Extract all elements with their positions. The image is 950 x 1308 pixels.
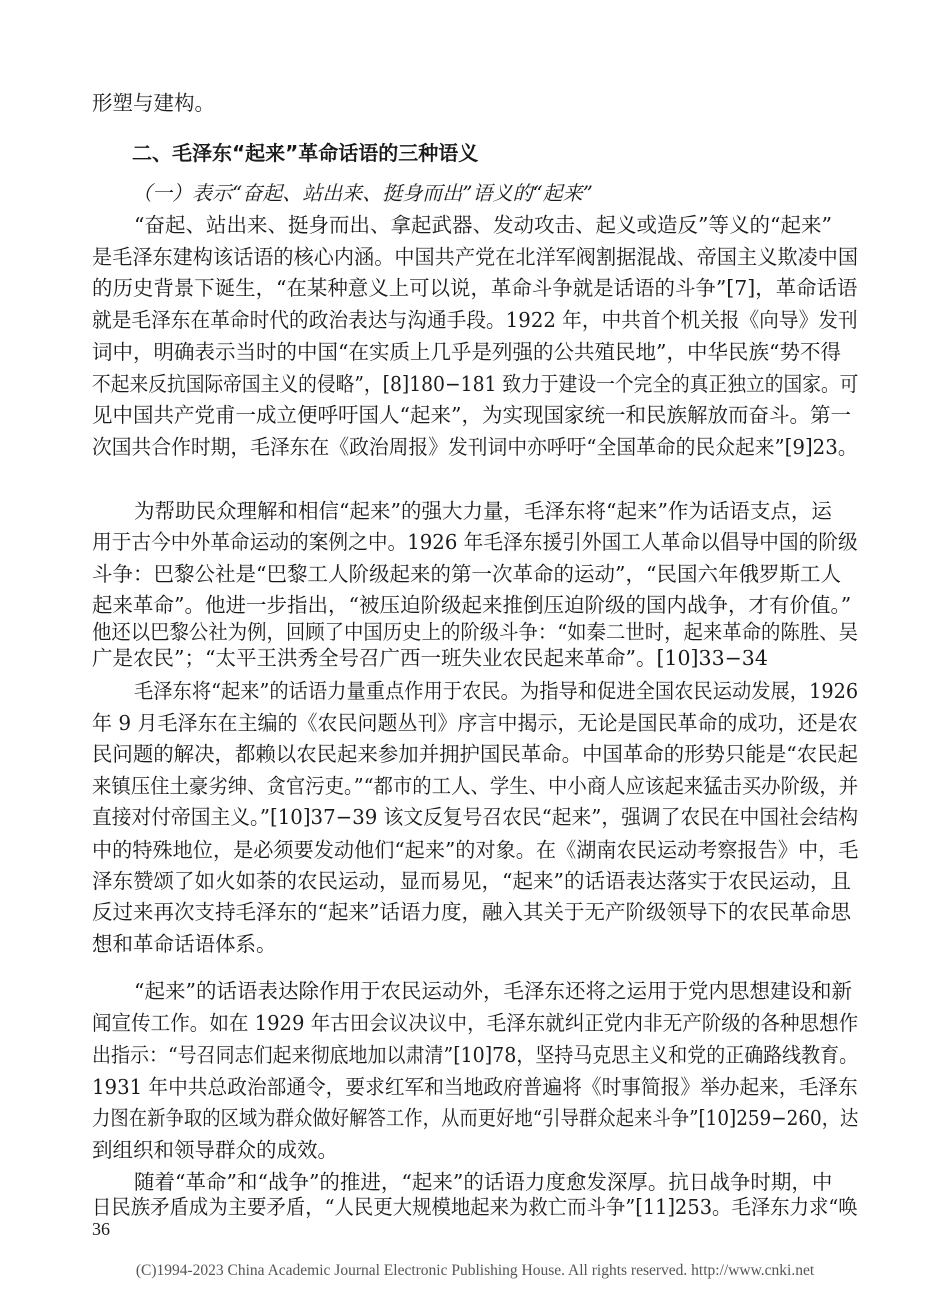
page-number: 36: [92, 1219, 110, 1239]
text-line: 民问题的解决，都赖以农民起来参加并拥护国民革命。中国革命的形势只能是“农民起: [92, 742, 858, 766]
text-line: 形塑与建构。: [92, 91, 215, 115]
text-line: 就是毛泽东在革命时代的政治表达与沟通手段。1922 年，中共首个机关报《向导》发刊: [92, 308, 858, 332]
text-line: 的历史背景下诞生，“在某种意义上可以说，革命斗争就是话语的斗争”[7]，革命话语: [92, 276, 858, 300]
text-line: 直接对付帝国主义。”[10]37−39 该文反复号召农民“起来”，强调了农民在中国社会结构: [92, 805, 859, 829]
text-line: “起来”的话语表达除作用于农民运动外，毛泽东还将之运用于党内思想建设和新: [134, 979, 852, 1003]
text-line: 毛泽东将“起来”的话语力量重点作用于农民。为指导和促进全国农民运动发展，1926: [134, 679, 859, 703]
text-line: 出指示：“号召同志们起来彻底地加以肃清”[10]78，坚持马克思主义和党的正确路线教育。: [92, 1043, 859, 1067]
text-line: 广是农民”；“太平王洪秀全号召广西一班失业农民起来革命”。[10]33−34: [92, 646, 768, 670]
subsection-heading: （一）表示“奋起、站出来、挺身而出”语义的“起来”: [132, 181, 593, 205]
text-line: 想和革命话语体系。: [92, 932, 277, 956]
text-line: 不起来反抗国际帝国主义的侵略”，[8]180−181 致力于建设一个完全的真正独立的国家。可: [92, 372, 859, 396]
text-line: “奋起、站出来、挺身而出、拿起武器、发动攻击、起义或造反”等义的“起来”: [134, 213, 832, 237]
text-line: 见中国共产党甫一成立便呼吁国人“起来”，为实现国家统一和民族解放而奋斗。第一: [92, 403, 851, 427]
text-line: 泽东赞颂了如火如荼的农民运动，显而易见，“起来”的话语表达落实于农民运动，且: [92, 869, 851, 893]
text-line: 力图在新争取的区域为群众做好解答工作，从而更好地“引导群众起来斗争”[10]259−260，达: [92, 1106, 859, 1130]
text-line: 来镇压住土豪劣绅、贪官污吏。”“都市的工人、学生、中小商人应该起来猛击买办阶级，并: [92, 774, 859, 798]
text-line: 起来革命”。他进一步指出，“被压迫阶级起来推倒压迫阶级的国内战争，才有价值。”: [92, 593, 852, 617]
text-line: 年 9 月毛泽东在主编的《农民问题丛刊》序言中揭示，无论是国民革命的成功，还是农: [92, 711, 858, 735]
text-line: 他还以巴黎公社为例，回顾了中国历史上的阶级斗争：“如秦二世时，起来革命的陈胜、吴: [92, 620, 858, 644]
text-line: 用于古今中外革命运动的案例之中。1926 年毛泽东援引外国工人革命以倡导中国的阶级: [92, 530, 858, 554]
text-line: 中的特殊地位，是必须要发动他们“起来”的对象。在《湖南农民运动考察报告》中，毛: [92, 838, 859, 862]
text-line: 闻宣传工作。如在 1929 年古田会议决议中，毛泽东就纠正党内非无产阶级的各种思想作: [92, 1011, 859, 1035]
text-line: 是毛泽东建构该话语的核心内涵。中国共产党在北洋军阀割据混战、帝国主义欺凌中国: [92, 245, 858, 269]
text-line: 随着“革命”和“战争”的推进，“起来”的话语力度愈发深厚。抗日战争时期，中: [134, 1170, 833, 1194]
text-line: 词中，明确表示当时的中国“在实质上几乎是列强的公共殖民地”，中华民族“势不得: [92, 340, 841, 364]
text-line: 次国共合作时期，毛泽东在《政治周报》发刊词中亦呼吁“全国革命的民众起来”[9]23。: [92, 435, 858, 459]
copyright-footer: (C)1994-2023 China Academic Journal Electronic Publishing House. All rights reserved. http://www.cnki.net: [135, 1262, 815, 1279]
text-line: 日民族矛盾成为主要矛盾，“人民更大规模地起来为救亡而斗争”[11]253。毛泽东力求“唤: [92, 1195, 858, 1219]
text-line: 1931 年中共总政治部通令，要求红军和当地政府普遍将《时事简报》举办起来，毛泽东: [92, 1075, 858, 1099]
section-heading: 二、毛泽东“起来”革命话语的三种语义: [132, 141, 479, 165]
text-line: 为帮助民众理解和相信“起来”的强大力量，毛泽东将“起来”作为话语支点，运: [134, 499, 832, 523]
text-line: 到组织和领导群众的成效。: [92, 1138, 338, 1162]
text-line: 反过来再次支持毛泽东的“起来”话语力度，融入其关于无产阶级领导下的农民革命思: [92, 900, 851, 924]
text-line: 斗争：巴黎公社是“巴黎工人阶级起来的第一次革命的运动”，“民国六年俄罗斯工人: [92, 562, 841, 586]
